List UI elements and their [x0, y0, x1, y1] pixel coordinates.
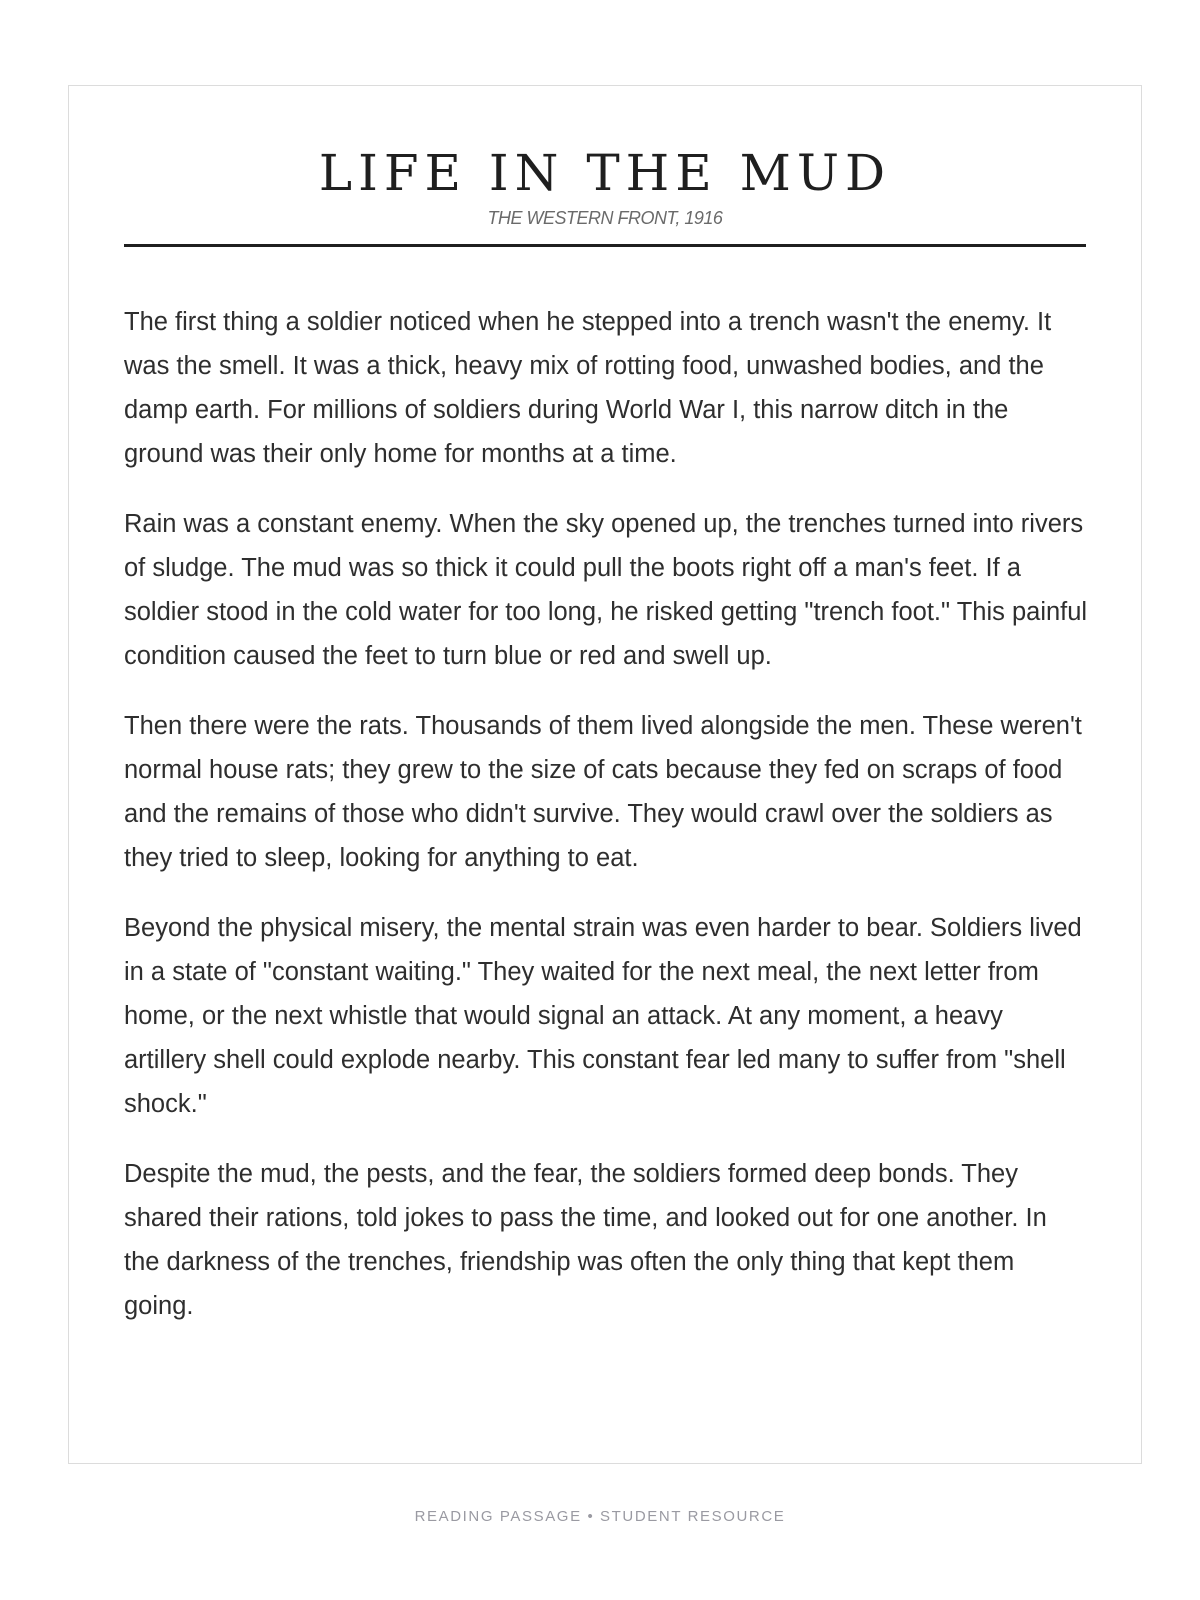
reading-passage-card: [68, 85, 1142, 1464]
passage-body: [124, 300, 1089, 1354]
paragraph-4: Beyond the physical misery, the mental strain was even harder to bear. Soldiers lived in a state of "constant waiting." They waited for the next meal, the next letter from home, or the next whistle that would signal an attack. At any moment, a heavy artillery shell could explode nearby. This constant fear led many to suffer from "shell shock.": [124, 914, 1082, 1118]
page-footer: READING PASSAGE • STUDENT RESOURCE: [414, 1508, 786, 1525]
paragraph-3: Then there were the rats. Thousands of them lived alongside the men. These weren't normal house rats; they grew to the size of cats because they fed on scraps of food and the remains of those who didn't survive. They would crawl over the soldiers as they tried to sleep, looking for anything to eat.: [124, 712, 1082, 872]
paragraph-5: Despite the mud, the pests, and the fear, the soldiers formed deep bonds. They shared their rations, told jokes to pass the time, and looked out for one another. In the darkness of the trenches, friendship was often the only thing that kept them going.: [124, 1160, 1047, 1320]
page-title: LIFE IN THE MUD: [318, 144, 892, 202]
passage-header: [124, 142, 1086, 247]
page-subtitle: THE WESTERN FRONT, 1916: [487, 208, 723, 228]
paragraph-2: Rain was a constant enemy. When the sky opened up, the trenches turned into rivers of sludge. The mud was so thick it could pull the boots right off a man's feet. If a soldier stood in the cold water for too long, he risked getting "trench foot." This painful condition caused the feet to turn blue or red and swell up.: [124, 510, 1088, 670]
paragraph-1: The first thing a soldier noticed when he stepped into a trench wasn't the enemy. It was the smell. It was a thick, heavy mix of rotting food, unwashed bodies, and the damp earth. For millions of soldiers during World War I, this narrow ditch in the ground was their only home for months at a time.: [124, 308, 1052, 468]
